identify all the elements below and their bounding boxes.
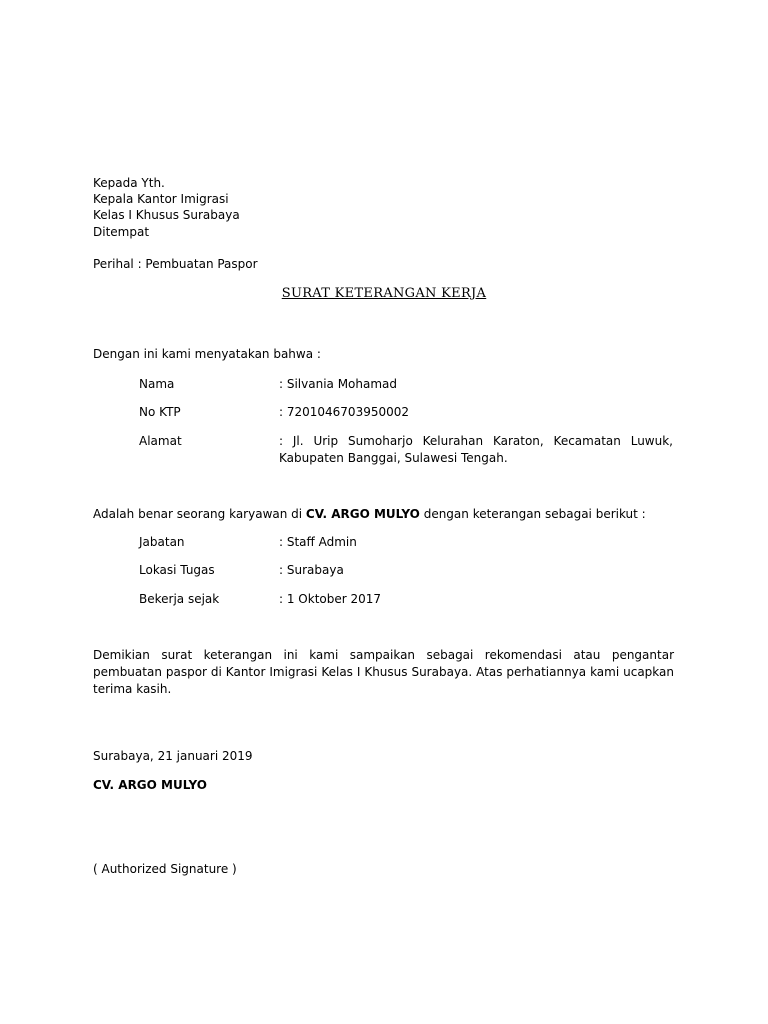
- ktp-value: : 7201046703950002: [279, 405, 410, 419]
- place-date: Surabaya, 21 januari 2019: [93, 749, 253, 763]
- signer-company: CV. ARGO MULYO: [93, 778, 207, 792]
- since-value: : 1 Oktober 2017: [279, 592, 382, 606]
- employment-statement: [93, 506, 646, 522]
- recipient-line-2: Kepala Kantor Imigrasi: [93, 192, 229, 206]
- address-label: Alamat: [139, 434, 182, 448]
- location-label: Lokasi Tugas: [139, 563, 215, 577]
- since-label: Bekerja sejak: [139, 592, 220, 606]
- letter-title: SURAT KETERANGAN KERJA: [281, 286, 487, 301]
- statement-prefix: Adalah benar seorang karyawan di: [93, 507, 306, 521]
- ktp-label: No KTP: [139, 405, 181, 419]
- position-value: : Staff Admin: [279, 535, 357, 549]
- recipient-line-1: Kepada Yth.: [93, 176, 165, 190]
- name-value: : Silvania Mohamad: [279, 377, 398, 391]
- intro-text: Dengan ini kami menyatakan bahwa :: [93, 347, 321, 361]
- subject-line: Perihal : Pembuatan Paspor: [93, 257, 258, 271]
- location-value: : Surabaya: [279, 563, 344, 577]
- statement-suffix: dengan keterangan sebagai berikut :: [419, 507, 646, 521]
- closing-paragraph: Demikian surat keterangan ini kami sampaikan sebagai rekomendasi atau pengantar pembuatan paspor di Kantor Imigrasi Kelas I Khusus Surabaya. Atas perhatiannya kami ucapkan terima kasih.: [93, 648, 674, 696]
- name-label: Nama: [139, 377, 175, 391]
- address-value: : Jl. Urip Sumoharjo Kelurahan Karaton, Kecamatan Luwuk, Kabupaten Banggai, Sulawesi Tengah.: [279, 434, 673, 465]
- signature-placeholder: ( Authorized Signature ): [93, 862, 237, 876]
- position-label: Jabatan: [139, 535, 185, 549]
- statement-company: CV. ARGO MULYO: [305, 507, 420, 521]
- recipient-line-4: Ditempat: [93, 225, 150, 239]
- recipient-line-3: Kelas I Khusus Surabaya: [93, 208, 240, 222]
